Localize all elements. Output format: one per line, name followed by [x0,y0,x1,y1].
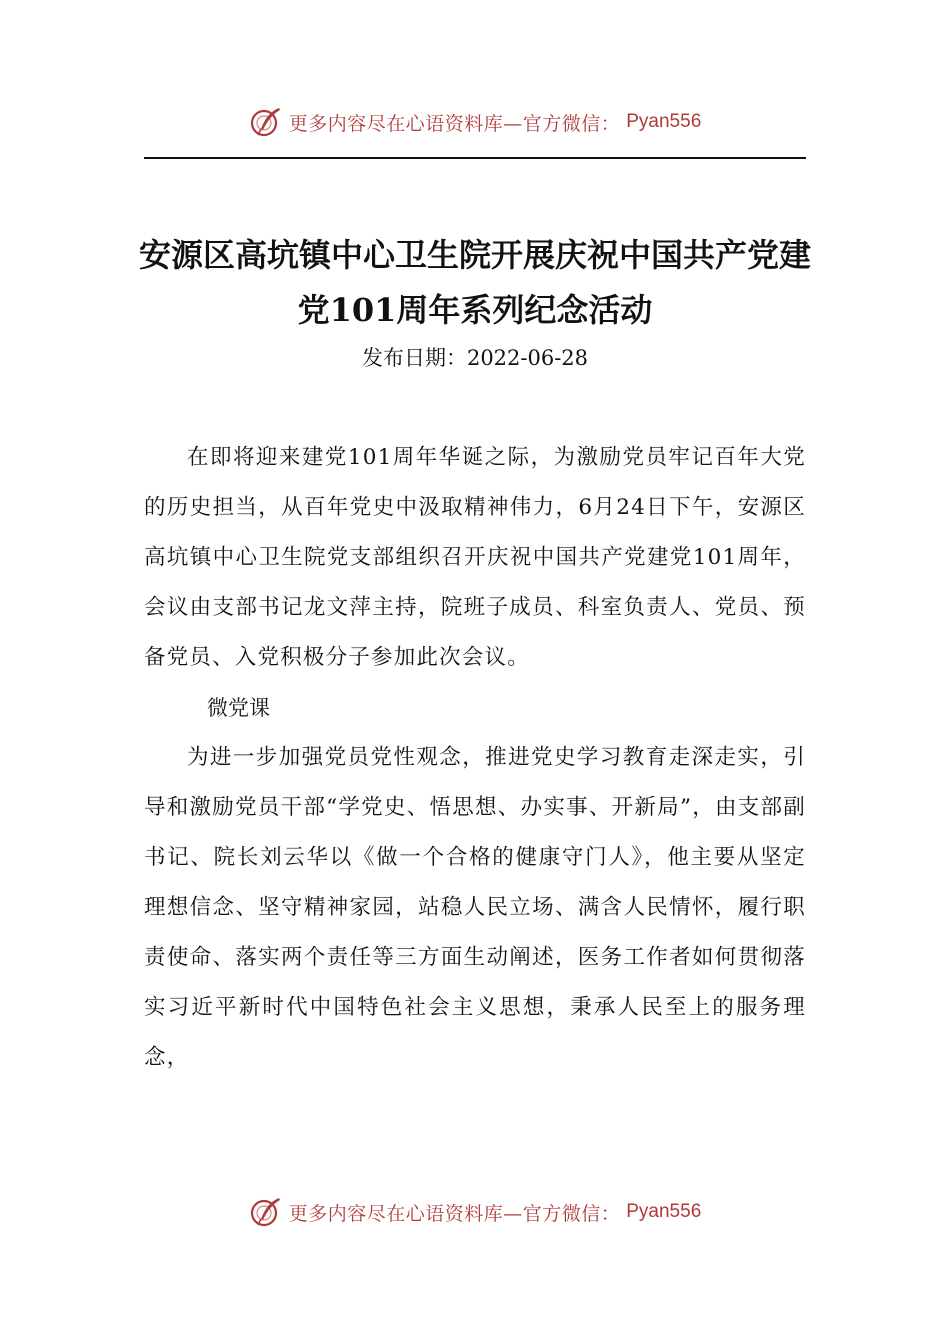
banner-text: 更多内容尽在心语资料库—官方微信： [288,1202,621,1225]
header-divider [144,157,806,159]
quill-pen-logo-icon [249,105,283,139]
banner-wechat-id: Pyan556 [626,111,702,132]
article-title: 安源区高坑镇中心卫生院开展庆祝中国共产党建党101周年系列纪念活动 [138,236,811,329]
publish-date-label: 发布日期： [361,346,467,370]
section-heading: 微党课 [207,696,270,720]
footer-banner [0,1192,950,1232]
publish-date-value: 2022-06-28 [466,346,589,370]
publish-date [0,342,950,374]
banner-wechat-id: Pyan556 [626,1201,702,1222]
banner-text: 更多内容尽在心语资料库—官方微信： [288,112,621,135]
section-paragraph: 为进一步加强党员党性观念，推进党史学习教育走深走实，引导和激励党员干部“学党史、悟思想、办实事、开新局”，由支部副书记、院长刘云华以《做一个合格的健康守门人》，他主要从坚定理想信念、坚守精神家园，站稳人民立场、满含人民情怀，履行职责使命、落实两个责任等三方面生动阐述，医务工作者如何贯彻落实习近平新时代中国特色社会主义思想，秉承人民至上的服务理念， [144,745,806,1070]
quill-pen-logo-icon [249,1195,283,1229]
body-paragraph: 在即将迎来建党101周年华诞之际，为激励党员牢记百年大党的历史担当，从百年党史中汲取精神伟力，6月24日下午，安源区高坑镇中心卫生院党支部组织召开庆祝中国共产党建党101周年，会议由支部书记龙文萍主持，院班子成员、科室负责人、党员、预备党员、入党积极分子参加此次会议。 [144,445,806,670]
article-body [144,433,806,1083]
header-banner [0,102,950,142]
